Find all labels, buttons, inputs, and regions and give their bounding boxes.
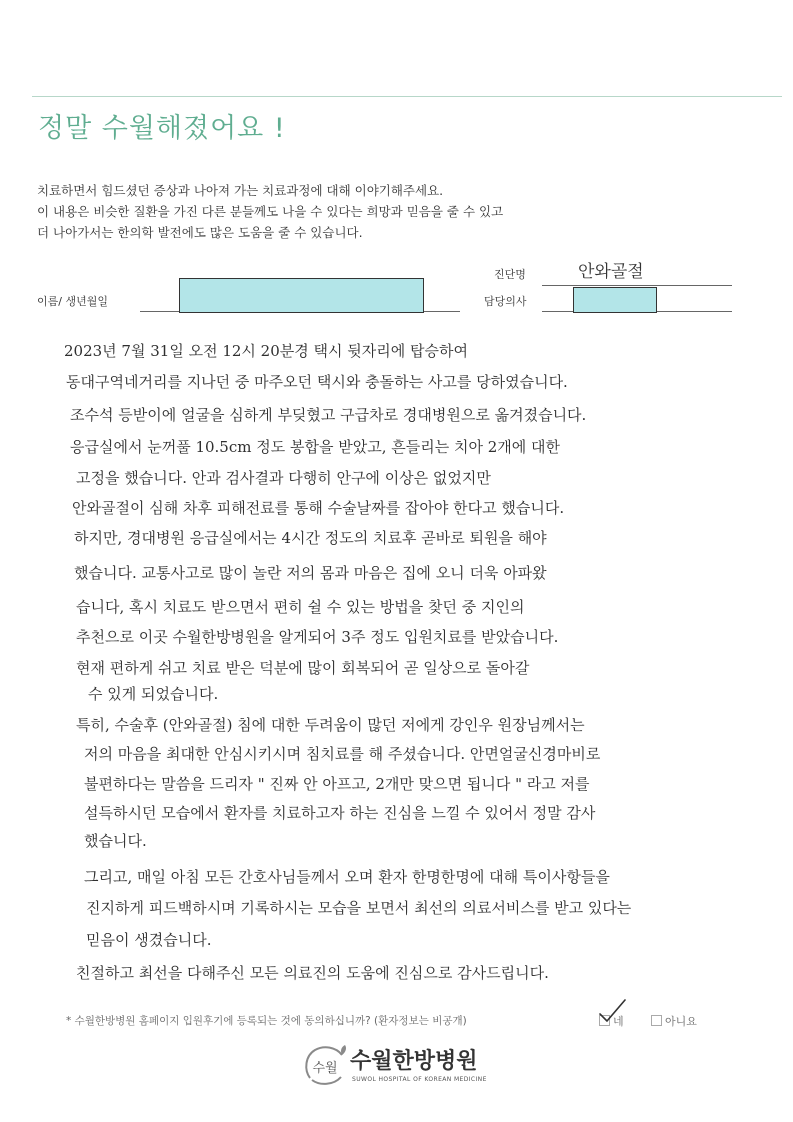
handwritten-line: 저의 마음을 최대한 안심시키시며 침치료를 해 주셨습니다. 안면얼굴신경마비로 [84, 745, 601, 763]
page-title: 정말 수월해졌어요 ! [38, 113, 286, 144]
diagnosis-underline [542, 285, 732, 286]
handwritten-line: 특히, 수술후 (안와골절) 침에 대한 두려움이 많던 저에게 강인우 원장님께서는 [76, 716, 585, 734]
top-divider [32, 96, 782, 97]
logo-emblem-icon [302, 1042, 348, 1088]
handwritten-line: 하지만, 경대병원 응급실에서는 4시간 정도의 치료후 곧바로 퇴원을 해야 [74, 529, 547, 547]
handwritten-line: 그리고, 매일 아침 모든 간호사님들께서 오며 환자 한명한명에 대해 특이사항들을 [84, 868, 610, 886]
name-birthdate-label: 이름/ 생년월일 [37, 295, 108, 308]
handwritten-line: 조수석 등받이에 얼굴을 심하게 부딪혔고 구급차로 경대병원으로 옮겨졌습니다. [70, 406, 587, 424]
handwritten-line: 습니다, 혹시 치료도 받으면서 편히 쉴 수 있는 방법을 찾던 중 지인의 [76, 598, 525, 616]
handwritten-line: 현재 편하게 쉬고 치료 받은 덕분에 많이 회복되어 곧 일상으로 돌아갈 [76, 659, 530, 677]
handwritten-line: 응급실에서 눈꺼풀 10.5cm 정도 봉합을 받았고, 흔들리는 치아 2개에 대한 [70, 438, 560, 456]
doctor-redaction [573, 287, 657, 313]
hospital-logo [302, 1042, 492, 1092]
consent-no-option[interactable] [651, 1013, 697, 1029]
handwritten-line: 고정을 했습니다. 안과 검사결과 다행히 안구에 이상은 없었지만 [76, 469, 491, 487]
instructions [37, 180, 503, 243]
handwritten-line: 설득하시던 모습에서 환자를 치료하고자 하는 진심을 느낄 수 있어서 정말 감사 [84, 804, 596, 822]
diagnosis-value: 안와골절 [578, 262, 644, 282]
handwritten-line: 불편하다는 말씀을 드리자 " 진짜 안 아프고, 2개만 맞으면 됩니다 " 라고 저를 [84, 775, 590, 793]
handwritten-line: 추천으로 이곳 수월한방병원을 알게되어 3주 정도 입원치료를 받았습니다. [76, 628, 559, 646]
logo-hospital-name: 수월한방병원 [350, 1049, 478, 1074]
no-label: 아니요 [665, 1015, 697, 1028]
handwritten-line: 믿음이 생겼습니다. [86, 931, 212, 949]
logo-subtitle: SUWOL HOSPITAL OF KOREAN MEDICINE [352, 1076, 487, 1083]
diagnosis-label: 진단명 [494, 268, 526, 281]
no-checkbox[interactable] [651, 1015, 662, 1026]
handwritten-line: 동대구역네거리를 지나던 중 마주오던 택시와 충돌하는 사고를 당하였습니다. [66, 373, 568, 391]
handwritten-check-icon [598, 998, 628, 1024]
logo-mark-text: 수월 [312, 1061, 338, 1076]
handwritten-line: 진지하게 피드백하시며 기록하시는 모습을 보면서 최선의 의료서비스를 받고 있다는 [86, 899, 632, 917]
instruction-line: 더 나아가서는 한의학 발전에도 많은 도움을 줄 수 있습니다. [37, 225, 363, 240]
consent-question: * 수월한방병원 홈페이지 입원후기에 등록되는 것에 동의하십니까? (환자정보는 비공개) [66, 1015, 467, 1027]
handwritten-line: 했습니다. [84, 832, 147, 850]
handwritten-line: 했습니다. 교통사고로 많이 놀란 저의 몸과 마음은 집에 오니 더욱 아파왔 [74, 564, 547, 582]
handwritten-line: 2023년 7월 31일 오전 12시 20분경 택시 뒷자리에 탑승하여 [64, 342, 468, 360]
handwritten-line: 안와골절이 심해 차후 피해전료를 통해 수술날짜를 잡아야 한다고 했습니다. [72, 499, 565, 517]
doctor-label: 담당의사 [484, 295, 527, 308]
handwritten-line: 수 있게 되었습니다. [88, 685, 219, 703]
name-redaction [179, 278, 424, 313]
instruction-line: 이 내용은 비슷한 질환을 가진 다른 분들께도 나을 수 있다는 희망과 믿음을 줄 수 있고 [37, 204, 504, 219]
handwritten-line: 친절하고 최선을 다해주신 모든 의료진의 도움에 진심으로 감사드립니다. [76, 964, 549, 982]
yes-label: 네 [613, 1015, 624, 1028]
instruction-line: 치료하면서 힘드셨던 증상과 나아져 가는 치료과정에 대해 이야기해주세요. [37, 183, 444, 198]
